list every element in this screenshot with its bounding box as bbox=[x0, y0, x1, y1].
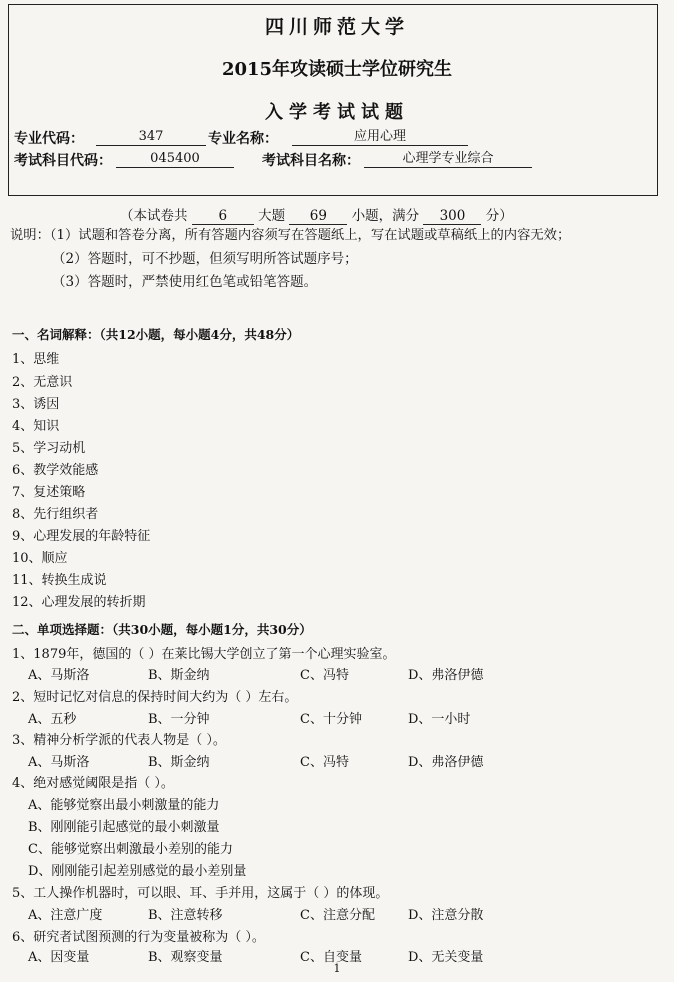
summary-text-1: （本试卷共 bbox=[120, 208, 188, 224]
question-stem: 5、工人操作机器时，可以眼、耳、手并用，这属于（ ）的体现。 bbox=[12, 886, 389, 901]
option-c: C、十分钟 bbox=[300, 712, 362, 727]
term-item: 7、复述策略 bbox=[12, 485, 86, 500]
summary-text-3: 小题，满分 bbox=[351, 208, 420, 224]
option-b: B、斯金纳 bbox=[148, 668, 210, 683]
option-a: A、因变量 bbox=[28, 950, 90, 965]
option-a: A、马斯洛 bbox=[28, 755, 90, 770]
option-a: A、五秒 bbox=[28, 712, 77, 727]
question-stem: 1、1879年，德国的（ ）在莱比锡大学创立了第一个心理实验室。 bbox=[12, 647, 396, 662]
term-item: 12、心理发展的转折期 bbox=[12, 595, 146, 610]
exam-year-title: 2015年攻读硕士学位研究生 bbox=[221, 59, 453, 80]
option-a: A、注意广度 bbox=[28, 908, 103, 923]
summary-text-2: 大题 bbox=[258, 208, 286, 224]
question-stem: 3、精神分析学派的代表人物是（ ）。 bbox=[12, 733, 226, 748]
exam-title: 入学考试试题 bbox=[265, 102, 409, 123]
term-item: 2、无意识 bbox=[12, 375, 73, 390]
option-b: B、观察变量 bbox=[148, 950, 223, 965]
option-a: A、能够觉察出最小刺激量的能力 bbox=[28, 798, 220, 813]
page-number: 1 bbox=[333, 962, 341, 975]
major-name-label: 专业名称： bbox=[208, 131, 278, 147]
option-b: B、斯金纳 bbox=[148, 755, 210, 770]
exam-summary bbox=[120, 204, 513, 225]
option-d: D、刚刚能引起差别感觉的最小差别量 bbox=[28, 864, 247, 879]
option-b: B、注意转移 bbox=[148, 908, 223, 923]
option-b: B、刚刚能引起感觉的最小刺激量 bbox=[28, 820, 220, 835]
option-d: D、一小时 bbox=[408, 712, 471, 727]
note-2: （2）答题时，可不抄题，但须写明所答试题序号； bbox=[52, 251, 358, 267]
subject-name-label: 考试科目名称： bbox=[262, 153, 360, 169]
full-score: 300 bbox=[423, 209, 481, 225]
subject-code-value: 045400 bbox=[116, 150, 234, 168]
major-code-label: 专业代码： bbox=[14, 131, 84, 147]
option-b: B、一分钟 bbox=[148, 712, 210, 727]
term-item: 1、思维 bbox=[12, 352, 60, 367]
option-c: C、注意分配 bbox=[300, 908, 375, 923]
section1-heading: 一、名词解释：（共12小题，每小题4分，共48分） bbox=[12, 327, 300, 342]
subject-name-value: 心理学专业综合 bbox=[364, 150, 532, 168]
subject-code-label: 考试科目代码： bbox=[14, 153, 112, 169]
big-question-count: 6 bbox=[192, 209, 254, 225]
option-d: D、注意分散 bbox=[408, 908, 484, 923]
option-d: D、弗洛伊德 bbox=[408, 755, 484, 770]
term-item: 11、转换生成说 bbox=[12, 573, 107, 588]
option-a: A、马斯洛 bbox=[28, 668, 90, 683]
note-3: （3）答题时，严禁使用红色笔或铅笔答题。 bbox=[52, 274, 318, 290]
term-item: 3、诱因 bbox=[12, 397, 60, 412]
note-1: 说明：（1）试题和答卷分离，所有答题内容须写在答题纸上，写在试题或草稿纸上的内容无效； bbox=[10, 228, 571, 243]
term-item: 10、顺应 bbox=[12, 551, 68, 566]
option-d: D、无关变量 bbox=[408, 950, 484, 965]
summary-text-4: 分） bbox=[485, 208, 513, 224]
option-c: C、自变量 bbox=[300, 950, 362, 965]
term-item: 6、教学效能感 bbox=[12, 463, 99, 478]
small-question-count: 69 bbox=[289, 209, 347, 225]
term-item: 8、先行组织者 bbox=[12, 507, 99, 522]
option-d: D、弗洛伊德 bbox=[408, 668, 484, 683]
option-c: C、冯特 bbox=[300, 668, 349, 683]
major-code-value: 347 bbox=[96, 128, 206, 146]
term-item: 9、心理发展的年龄特征 bbox=[12, 529, 151, 544]
question-stem: 2、短时记忆对信息的保持时间大约为（ ）左右。 bbox=[12, 690, 298, 705]
major-name-value: 应用心理 bbox=[292, 128, 468, 146]
option-c: C、冯特 bbox=[300, 755, 349, 770]
question-stem: 6、研究者试图预测的行为变量被称为（ ）。 bbox=[12, 930, 265, 945]
option-c: C、能够觉察出刺激最小差别的能力 bbox=[28, 842, 233, 857]
section2-heading: 二、单项选择题：（共30小题，每小题1分，共30分） bbox=[12, 622, 312, 637]
question-stem: 4、绝对感觉阈限是指（ ）。 bbox=[12, 776, 174, 791]
term-item: 4、知识 bbox=[12, 419, 60, 434]
university-name: 四川师范大学 bbox=[264, 16, 409, 38]
term-item: 5、学习动机 bbox=[12, 441, 86, 456]
